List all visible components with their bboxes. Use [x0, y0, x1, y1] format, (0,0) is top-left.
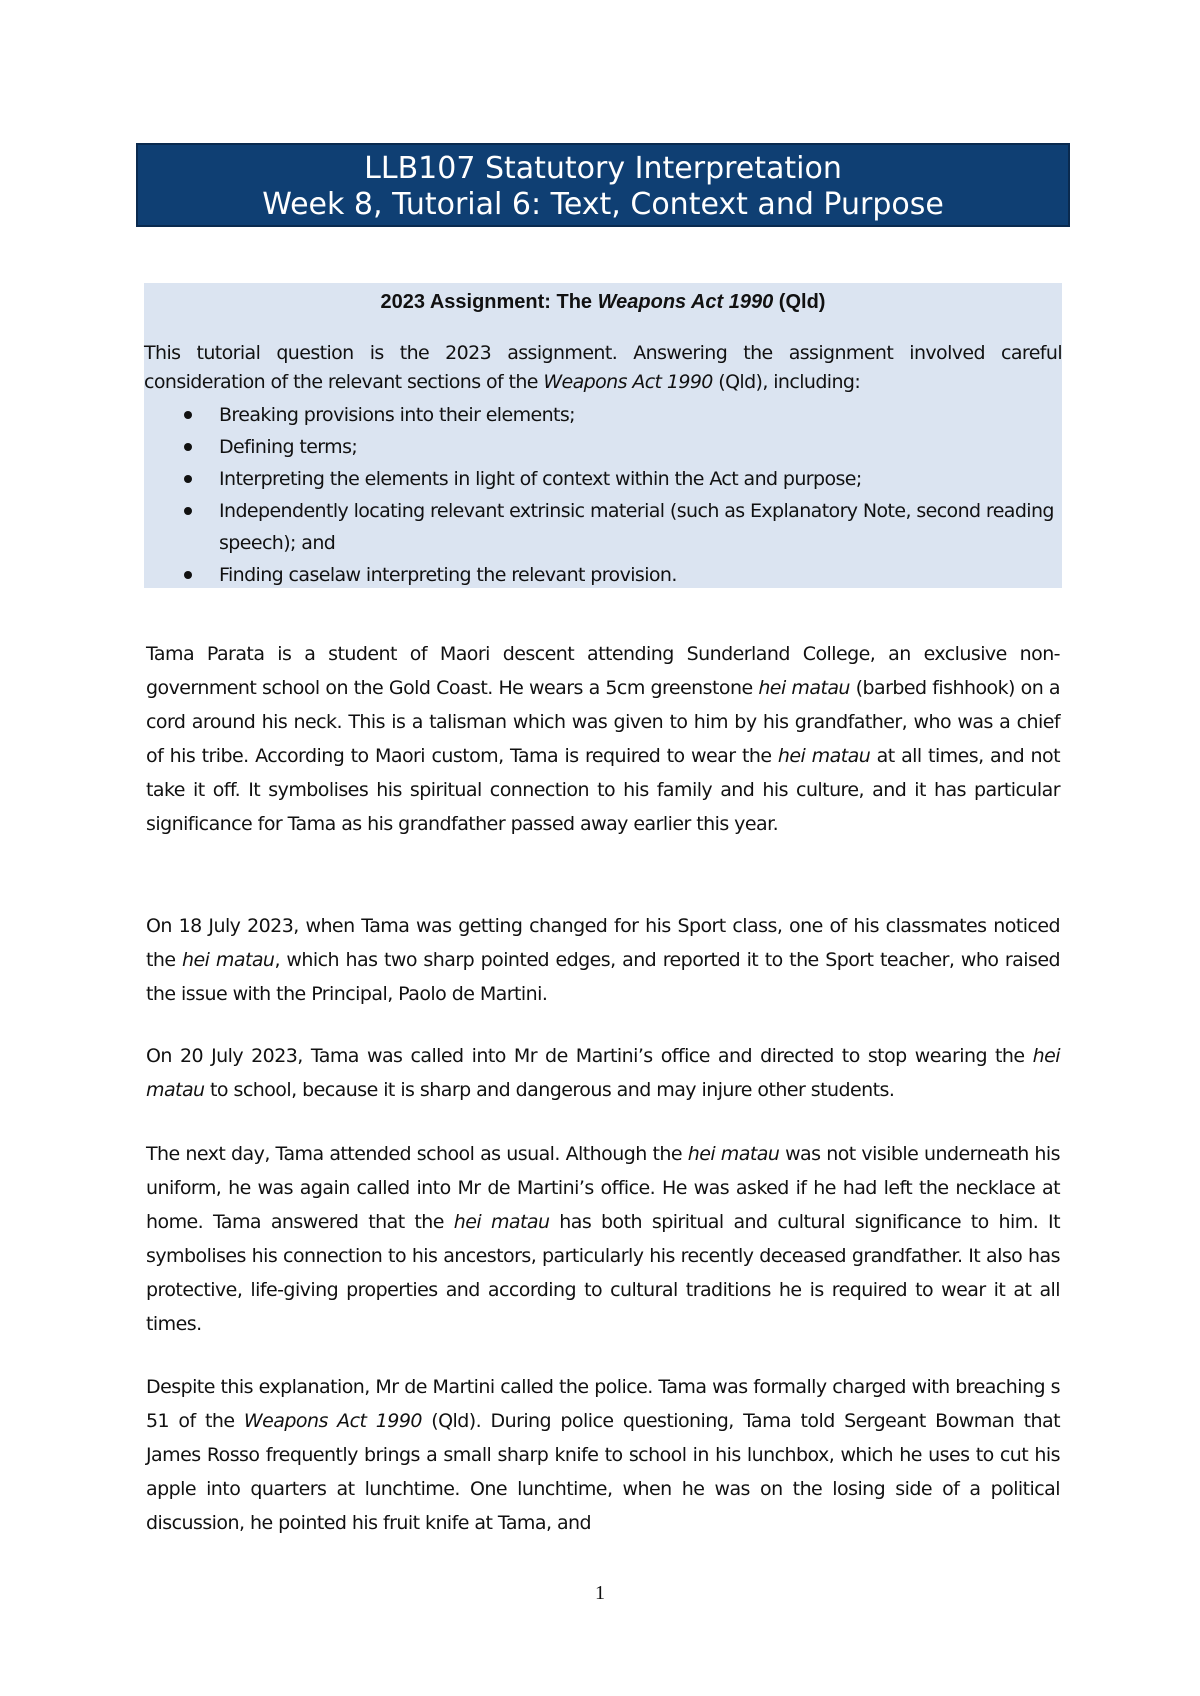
list-item: Finding caselaw interpreting the relevant provision. [144, 559, 1062, 591]
bullet-icon [184, 507, 192, 515]
paragraph-3: On 20 July 2023, Tama was called into Mr de Martini’s office and directed to stop wearing the hei matau to school, because it is sharp and dangerous and may injure other students. [146, 1045, 1060, 1101]
assignment-bullet-list [144, 399, 1062, 591]
bullet-icon [184, 411, 192, 419]
tutorial-title: Week 8, Tutorial 6: Text, Context and Purpose [262, 187, 944, 222]
assignment-box [144, 283, 1062, 588]
document-title-banner [136, 143, 1070, 227]
assignment-heading: 2023 Assignment: The Weapons Act 1990 (Qld) [380, 291, 826, 313]
bullet-icon [184, 571, 192, 579]
list-item: Interpreting the elements in light of context within the Act and purpose; [144, 463, 1062, 495]
paragraph-2: On 18 July 2023, when Tama was getting changed for his Sport class, one of his classmates noticed the hei matau, which has two sharp pointed edges, and reported it to the Sport teacher, who raised the issue with the Principal, Paolo de Martini. [146, 915, 1060, 1005]
paragraph-4: The next day, Tama attended school as usual. Although the hei matau was not visible underneath his uniform, he was again called into Mr de Martini’s office. He was asked if he had left the necklace at home. Tama answered that the hei matau has both spiritual and cultural significance to him. It symbolises his connection to his ancestors, particularly his recently deceased grandfather. It also has protective, life-giving properties and according to cultural traditions he is required to wear it at all times. [146, 1143, 1060, 1335]
paragraph-5: Despite this explanation, Mr de Martini called the police. Tama was formally charged with breaching s 51 of the Weapons Act 1990 (Qld). During police questioning, Tama told Sergeant Bowman that James Rosso frequently brings a small sharp knife to school in his lunchbox, which he uses to cut his apple into quarters at lunchtime. One lunchtime, when he was on the losing side of a political discussion, he pointed his fruit knife at Tama, and [146, 1376, 1061, 1534]
list-item: Breaking provisions into their elements; [144, 399, 1062, 431]
list-item: Defining terms; [144, 431, 1062, 463]
bullet-icon [184, 443, 192, 451]
course-title: LLB107 Statutory Interpretation [364, 151, 842, 186]
list-item: Independently locating relevant extrinsic material (such as Explanatory Note, second reading speech); and [144, 495, 1062, 559]
page-number: 1 [595, 1582, 605, 1604]
bullet-icon [184, 475, 192, 483]
assignment-intro: This tutorial question is the 2023 assignment. Answering the assignment involved careful consideration of the relevant sections of the Weapons Act 1990 (Qld), including: [144, 342, 1062, 393]
paragraph-1: Tama Parata is a student of Maori descent attending Sunderland College, an exclusive non-government school on the Gold Coast. He wears a 5cm greenstone hei matau (barbed fishhook) on a cord around his neck. This is a talisman which was given to him by his grandfather, who was a chief of his tribe. According to Maori custom, Tama is required to wear the hei matau at all times, and not take it off. It symbolises his spiritual connection to his family and his culture, and it has particular significance for Tama as his grandfather passed away earlier this year. [146, 643, 1061, 835]
